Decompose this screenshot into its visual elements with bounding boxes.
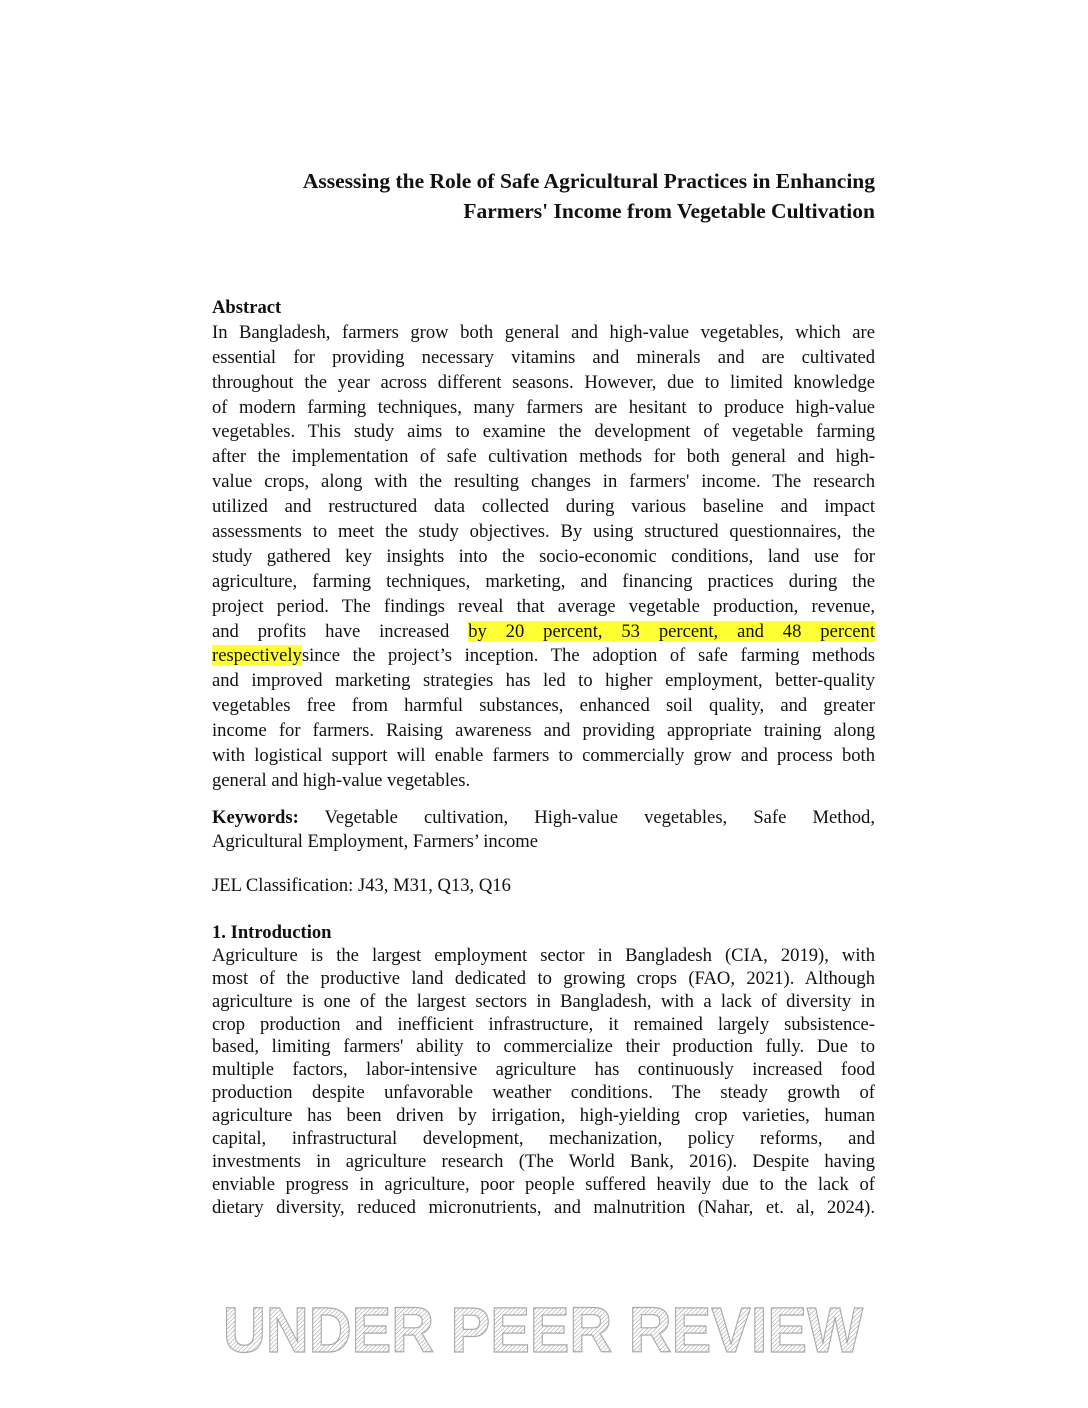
abstract-line — [212, 620, 875, 645]
jel-classification — [212, 874, 875, 899]
keywords-label: Keywords: — [212, 807, 299, 828]
introduction-line: multiple factors, labor-intensive agriculture has continuously increased food — [212, 1059, 875, 1081]
abstract-line: with logistical support will enable farmers to commercially grow and process both — [212, 745, 875, 767]
introduction-line: agriculture is one of the largest sectors in Bangladesh, with a lack of diversity in — [212, 990, 875, 1012]
introduction-line: investments in agriculture research (The World Bank, 2016). Despite having — [212, 1150, 875, 1172]
keywords-line — [212, 806, 875, 831]
watermark — [212, 1280, 875, 1380]
introduction-line: most of the productive land dedicated to growing crops (FAO, 2021). Although — [212, 967, 875, 989]
introduction-line: based, limiting farmers' ability to commercialize their production fully. Due to — [212, 1036, 875, 1058]
title-line: Assessing the Role of Safe Agricultural Practices in Enhancing — [302, 169, 875, 193]
abstract-line: essential for providing necessary vitamins and minerals and are cultivated — [212, 346, 875, 368]
keywords-text: Vegetable cultivation, High-value vegetables, Safe Method, — [298, 807, 875, 828]
abstract-line: assessments to meet the study objectives. By using structured questionnaires, the — [212, 521, 875, 543]
jel-text: JEL Classification: J43, M31, Q13, Q16 — [212, 875, 511, 896]
abstract-line: income for farmers. Raising awareness and providing appropriate training along — [212, 720, 875, 742]
abstract-line: vegetables free from harmful substances, enhanced soil quality, and greater — [212, 695, 875, 717]
title-line: Farmers' Income from Vegetable Cultivation — [463, 199, 875, 223]
watermark-text: UNDER PEER REVIEW — [223, 1294, 864, 1366]
highlighted-text: respectively — [212, 645, 302, 667]
abstract-text: and profits have increased — [212, 620, 469, 642]
abstract-line — [212, 644, 875, 669]
abstract-line: project period. The findings reveal that average vegetable production, revenue, — [212, 595, 875, 617]
keywords-line: Agricultural Employment, Farmers’ income — [212, 830, 538, 852]
abstract-line: throughout the year across different seasons. However, due to limited knowledge — [212, 371, 875, 393]
abstract-body-end — [212, 669, 875, 793]
introduction-line: enviable progress in agriculture, poor people suffered heavily due to the lack of — [212, 1173, 875, 1195]
abstract-line: general and high-value vegetables. — [212, 769, 471, 791]
abstract-text: since the project’s inception. The adoption of safe farming methods — [301, 645, 875, 667]
abstract-line: and improved marketing strategies has led to higher employment, better-quality — [212, 670, 875, 692]
introduction-line: production despite unfavorable weather conditions. The steady growth of — [212, 1082, 875, 1104]
introduction-line: dietary diversity, reduced micronutrients, and malnutrition (Nahar, et. al, 2024). — [212, 1196, 875, 1218]
introduction-line: agriculture has been driven by irrigation, high-yielding crop varieties, human — [212, 1105, 875, 1127]
abstract-line: of modern farming techniques, many farmers are hesitant to produce high-value — [212, 396, 875, 418]
introduction-line: capital, infrastructural development, mechanization, policy reforms, and — [212, 1128, 875, 1150]
abstract-line: In Bangladesh, farmers grow both general and high-value vegetables, which are — [212, 321, 875, 343]
abstract-heading: Abstract — [212, 297, 282, 318]
abstract-line: study gathered key insights into the socio-economic conditions, land use for — [212, 545, 875, 567]
introduction-line: Agriculture is the largest employment sector in Bangladesh (CIA, 2019), with — [212, 944, 875, 966]
abstract-section — [212, 296, 875, 794]
introduction-body — [212, 945, 875, 1220]
abstract-line: vegetables. This study aims to examine the development of vegetable farming — [212, 421, 875, 443]
introduction-section — [212, 922, 875, 1220]
highlighted-text: by 20 percent, 53 percent, and 48 percent — [468, 620, 875, 642]
introduction-heading: 1. Introduction — [212, 922, 332, 943]
abstract-line: value crops, along with the resulting changes in farmers' income. The research — [212, 471, 875, 493]
abstract-body — [212, 321, 875, 620]
abstract-line: agriculture, farming techniques, marketing, and financing practices during the — [212, 570, 875, 592]
abstract-line: after the implementation of safe cultivation methods for both general and high- — [212, 446, 875, 468]
introduction-line: crop production and inefficient infrastructure, it remained largely subsistence- — [212, 1013, 875, 1035]
paper-title — [212, 166, 875, 226]
abstract-line: utilized and restructured data collected during various baseline and impact — [212, 496, 875, 518]
keywords — [212, 806, 875, 853]
